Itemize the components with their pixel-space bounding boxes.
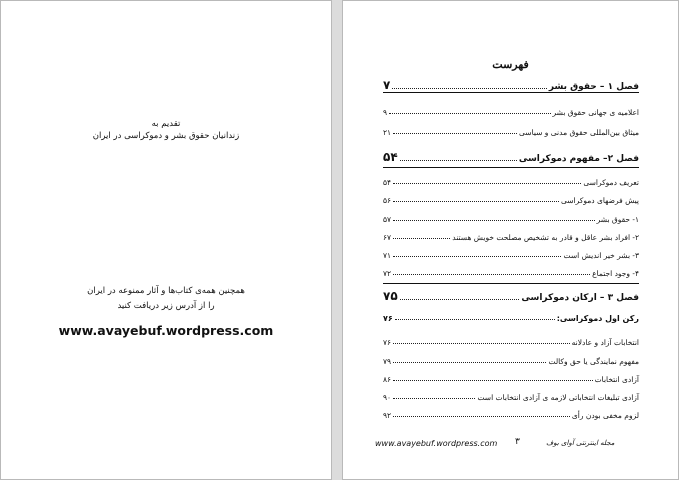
toc-entry[interactable] [383,171,639,187]
leader-dots [393,416,570,417]
leader-dots [393,274,590,275]
toc-entry[interactable] [383,331,639,347]
leader-dots [393,362,546,363]
leader-dots [400,160,517,161]
toc-entry[interactable] [383,386,639,402]
leader-dots [393,238,450,239]
leader-dots [392,88,547,89]
toc-entry[interactable] [383,189,639,205]
toc-entry[interactable] [383,226,639,242]
toc-page-number: ۹ [383,108,388,117]
toc-page-number: ۸۶ [383,375,392,384]
leader-dots [393,201,559,202]
toc-entry[interactable] [383,101,639,117]
toc-entry-text: تعریف دموکراسی [583,178,639,187]
toc-page-number: ۷۶ [383,314,393,323]
left-page [0,0,332,480]
leader-dots [393,183,581,184]
toc-page-number: ۵۴ [383,178,392,187]
download-instruction: را از آدرس زیر دریافت کنید [117,301,215,311]
chapter-divider [383,167,639,168]
toc-entry-text: انتخابات آزاد و عادلانه [571,338,639,347]
toc-entry[interactable] [383,404,639,420]
toc-entry[interactable] [383,368,639,384]
toc-page-number: ۷۵ [383,289,398,303]
dedication-line: زندانیان حقوق بشر و دموکراسی در ایران [92,131,240,141]
toc-entry-text: میثاق بین‌المللی حقوق مدنی و سیاسی [519,128,639,137]
toc-page-number: ۷ [383,78,391,92]
leader-dots [393,398,475,399]
website-link[interactable]: www.avayebuf.wordpress.com [58,323,274,338]
leader-dots [393,343,570,344]
chapter-divider [383,92,639,93]
leader-dots [393,133,517,134]
toc-page-number: ۵۶ [383,196,392,205]
toc-entry-text: آزادی انتخابات [594,375,639,384]
toc-entry-text: پیش فرضهای دموکراسی [561,196,639,205]
leader-dots [395,319,555,320]
toc-entry-text: لزوم مخفی بودن رأی [571,411,639,420]
toc-section-heading[interactable] [383,307,639,323]
toc-entry[interactable] [383,208,639,224]
toc-page-number: ۹۲ [383,411,392,420]
leader-dots [400,299,520,300]
toc-entry-text: ۲- افراد بشر عاقل و قادر به تشخیص مصلحت خویش هستند [452,233,639,242]
toc-entry-text: فصل ۲– مفهوم دموکراسی [518,154,639,164]
toc-chapter-2[interactable] [383,148,639,164]
toc-entry[interactable] [383,121,639,137]
footer-magazine-name: مجله اینترنتی آوای بوف [546,439,615,447]
toc-entry[interactable] [383,262,639,278]
chapter-divider [383,283,639,284]
dedication-title: تقدیم به [151,119,181,129]
leader-dots [393,380,593,381]
leader-dots [393,256,561,257]
toc-page-number: ۹۰ [383,393,392,402]
toc-page-number: ۵۴ [383,150,398,164]
banned-books-line: همچنین همه‌ی کتاب‌ها و آثار ممنوعه در ایران [87,286,245,296]
toc-entry-text: مفهوم نمایندگی یا حق وکالت [548,357,639,366]
toc-page-number: ۷۲ [383,269,392,278]
page-gutter [332,0,342,480]
toc-entry-text: رکن اول دموکراسی: [556,314,639,323]
toc-page-number: ۷۶ [383,338,392,347]
toc-page-number: ۲۱ [383,128,392,137]
toc-entry-text: ۳- بشر خیر اندیش است [563,251,639,260]
leader-dots [389,113,550,114]
toc-page-number: ۶۷ [383,233,392,242]
toc-page-number: ۵۷ [383,215,392,224]
toc-page-number: ۷۱ [383,251,392,260]
toc-entry[interactable] [383,350,639,366]
footer-website[interactable]: www.avayebuf.wordpress.com [375,439,498,448]
right-page [342,0,679,480]
toc-entry-text: فصل ۱ – حقوق بشر [548,82,639,92]
leader-dots [393,220,595,221]
toc-entry-text: آزادی تبلیغات انتخاباتی لازمه ی آزادی انتخابات است [477,393,639,402]
toc-entry-text: ۱- حقوق بشر [596,215,639,224]
page-number: ۳ [515,437,520,447]
toc-entry-text: اعلامیه ی جهانی حقوق بشر [552,108,639,117]
toc-entry-text: ۴- وجود اجتماع [592,269,639,278]
toc-chapter-3[interactable] [383,287,639,303]
toc-entry[interactable] [383,244,639,260]
toc-title: فهرست [492,58,529,71]
toc-page-number: ۷۹ [383,357,392,366]
toc-entry-text: فصل ۳ – ارکان دموکراسی [521,293,639,303]
toc-chapter-1[interactable] [383,76,639,92]
